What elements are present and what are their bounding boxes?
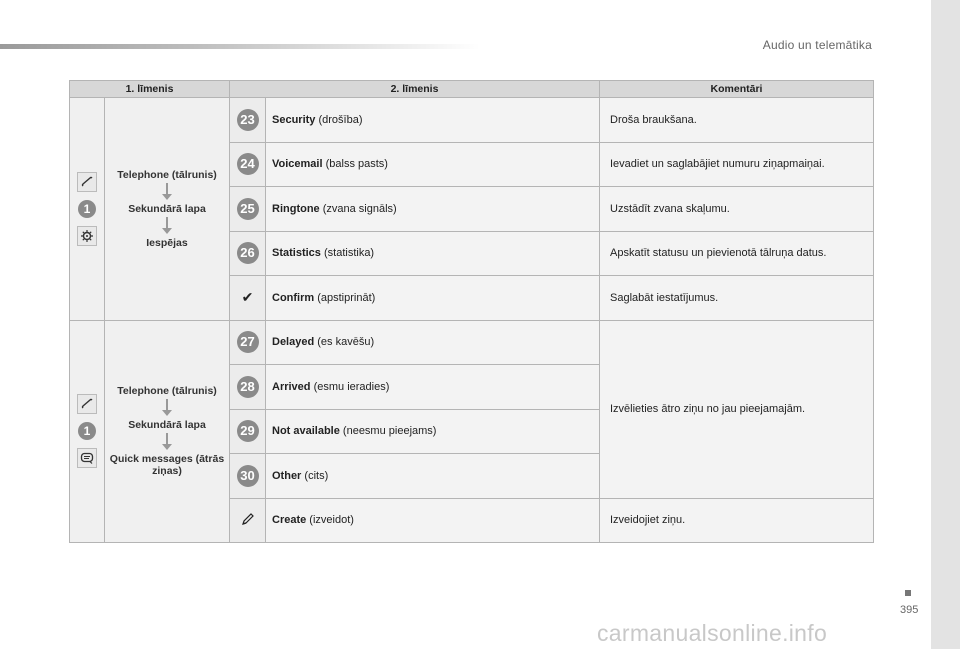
feature-name: Create [272, 514, 307, 527]
table-header-row [70, 81, 874, 98]
comment-cell: Droša braukšana. [600, 98, 874, 143]
feature-name: Voicemail [272, 158, 323, 171]
side-strip [931, 0, 960, 649]
message-icon [77, 448, 97, 468]
header-rule [0, 44, 480, 49]
item-number-badge: 29 [237, 420, 259, 442]
column-header-level2: 2. līmenis [230, 81, 600, 98]
level-badge: 1 [78, 200, 96, 218]
level1-icons-cell [70, 320, 105, 543]
feature-name: Confirm [272, 291, 315, 304]
arrow-down-icon [161, 433, 173, 451]
feature-translation: (balss pasts) [322, 158, 388, 171]
check-icon: ✔ [241, 289, 254, 306]
level1-path-cell [105, 320, 230, 543]
item-number-badge: 26 [237, 242, 259, 264]
arrow-down-icon [161, 183, 173, 201]
column-header-level1: 1. līmenis [70, 81, 230, 98]
item-number-badge: 27 [237, 331, 259, 353]
comment-cell: Ievadiet un saglabājiet numuru ziņapmaiņai. [600, 142, 874, 187]
path-step: Telephone (tālrunis) [117, 168, 217, 181]
level-badge: 1 [78, 422, 96, 440]
arrow-down-icon [161, 399, 173, 417]
feature-name: Delayed [272, 336, 315, 349]
pencil-icon [240, 511, 256, 527]
comment-cell: Apskatīt statusu un pievienotā tālruņa datus. [600, 231, 874, 276]
table-row [70, 320, 874, 365]
feature-name: Statistics [272, 247, 321, 260]
feature-name: Security [272, 113, 316, 126]
watermark: carmanualsonline.info [597, 620, 828, 646]
comment-cell: Uzstādīt zvana skaļumu. [600, 187, 874, 232]
feature-translation: (es kavēšu) [314, 336, 375, 349]
feature-translation: (drošība) [315, 113, 363, 126]
arrow-down-icon [161, 217, 173, 235]
page-number: 395 [900, 604, 919, 616]
feature-translation: (esmu ieradies) [310, 380, 390, 393]
path-step: Iespējas [146, 236, 188, 249]
level1-path-cell [105, 98, 230, 321]
phone-icon [77, 394, 97, 414]
feature-translation: (cits) [301, 469, 329, 482]
item-number-badge: 28 [237, 376, 259, 398]
item-number-badge: 25 [237, 198, 259, 220]
path-step: Sekundārā lapa [128, 419, 206, 432]
feature-translation: (izveidot) [306, 514, 354, 527]
feature-name: Arrived [272, 380, 311, 393]
feature-name: Not available [272, 425, 340, 438]
item-number-badge: 30 [237, 465, 259, 487]
level1-icons-cell [70, 98, 105, 321]
feature-translation: (neesmu pieejams) [339, 425, 437, 438]
page-marker [905, 590, 911, 596]
column-header-comments: Komentāri [600, 81, 874, 98]
feature-translation: (apstiprināt) [314, 291, 376, 304]
feature-name: Other [272, 469, 302, 482]
phone-icon [77, 172, 97, 192]
feature-name: Ringtone [272, 202, 320, 215]
feature-translation: (statistika) [320, 247, 375, 260]
settings-table [69, 80, 874, 543]
section-title: Audio un telemātika [762, 38, 872, 52]
feature-translation: (zvana signāls) [319, 202, 397, 215]
path-step: Sekundārā lapa [128, 202, 206, 215]
table-row [70, 98, 874, 143]
comment-cell: Izveidojiet ziņu. [600, 498, 874, 543]
comment-cell: Saglabāt iestatījumus. [600, 276, 874, 321]
comment-cell: Izvēlieties ātro ziņu no jau pieejamajām. [600, 320, 874, 498]
item-number-badge: 23 [237, 109, 259, 131]
path-step: Quick messages (ātrās ziņas) [109, 453, 225, 478]
item-number-badge: 24 [237, 153, 259, 175]
path-step: Telephone (tālrunis) [117, 385, 217, 398]
settings-icon [77, 226, 97, 246]
